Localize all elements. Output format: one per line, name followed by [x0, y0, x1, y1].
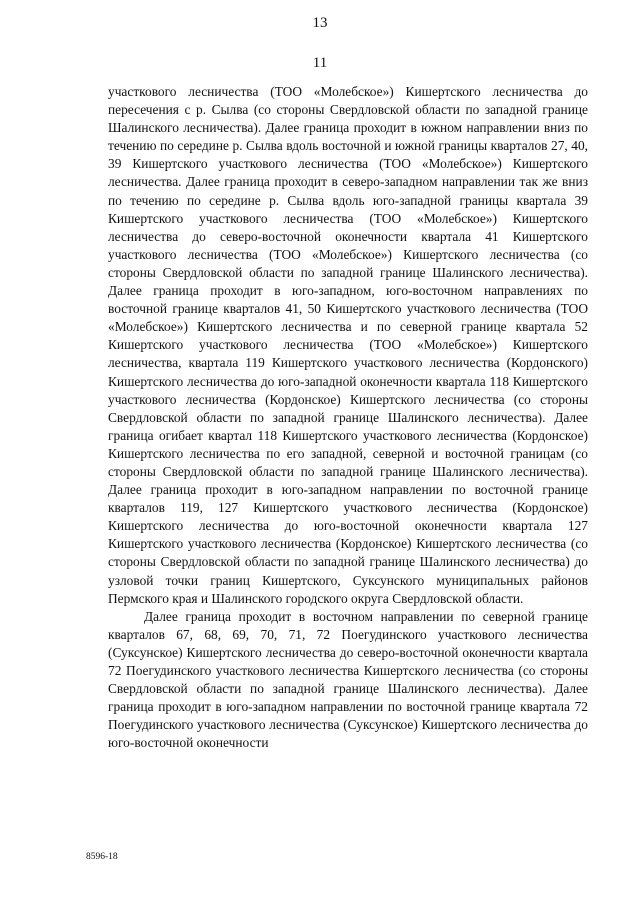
page-number-outer: 13 [312, 15, 328, 31]
body-text [108, 83, 588, 752]
paragraph: участкового лесничества (ТОО «Молебское») Кишертского лесничества до пересечения с р. Сылва (со стороны Свердловской области по западной границе Шалинского лесничества). Далее граница проходит в южном направлении вниз по течению по середине р. Сылва вдоль восточной и южной границы кварталов 27, 40, 39 Кишертского участкового лесничества (ТОО «Молебское») Кишертского лесничества. Далее граница проходит в северо-западном направлении так же вниз по течению по середине р. Сылва вдоль юго-западной границы квартала 39 Кишертского участкового лесничества (ТОО «Молебское») Кишертского лесничества до северо-восточной оконечности квартала 41 Кишертского участкового лесничества (ТОО «Молебское») Кишертского лесничества (со стороны Свердловской области по западной границе Шалинского лесничества). Далее граница проходит в юго-западном, юго-восточном направлениях по восточной границе кварталов 41, 50 Кишертского участкового лесничества (ТОО «Молебское») Кишертского лесничества и по северной границе квартала 52 Кишертского участкового лесничества (ТОО «Молебское») Кишертского лесничества, квартала 119 Кишертского участкового лесничества (Кордонского) Кишертского лесничества до юго-западной оконечности квартала 118 Кишертского участкового лесничества (Кордонское) Кишертского лесничества (со стороны Свердловской области по западной границе Шалинского лесничества). Далее граница огибает квартал 118 Кишертского участкового лесничества (Кордонское) Кишертского лесничества по его западной, северной и восточной границам (со стороны Свердловской области по западной границе Шалинского лесничества). Далее граница проходит в юго-западном направлении по восточной границе кварталов 119, 127 Кишертского участкового лесничества (Кордонское) Кишертского лесничества до юго-восточной оконечности квартала 127 Кишертского участкового лесничества (Кордонское) Кишертского лесничества (со стороны Свердловской области по западной границе Шалинского лесничества) до узловой точки границ Кишертского, Суксунского муниципальных районов Пермского края и Шалинского городского округа Свердловской области. [108, 84, 588, 606]
paragraph: Далее граница проходит в восточном направлении по северной границе кварталов 67, 68, 69, 70, 71, 72 Поегудинского участкового лесничества (Суксунское) Кишертского лесничества до северо-восточной оконечности квартала 72 Поегудинского участкового лесничества Кишертского лесничества (со стороны Свердловской области по западной границе Шалинского лесничества). Далее граница проходит в юго-западном направлении по восточной границе квартала 72 Поегудинского участкового лесничества (Суксунское) Кишертского лесничества до юго-восточной оконечности [108, 608, 588, 751]
page-number-inner: 11 [312, 55, 328, 71]
document-code: 8596-18 [86, 852, 118, 862]
